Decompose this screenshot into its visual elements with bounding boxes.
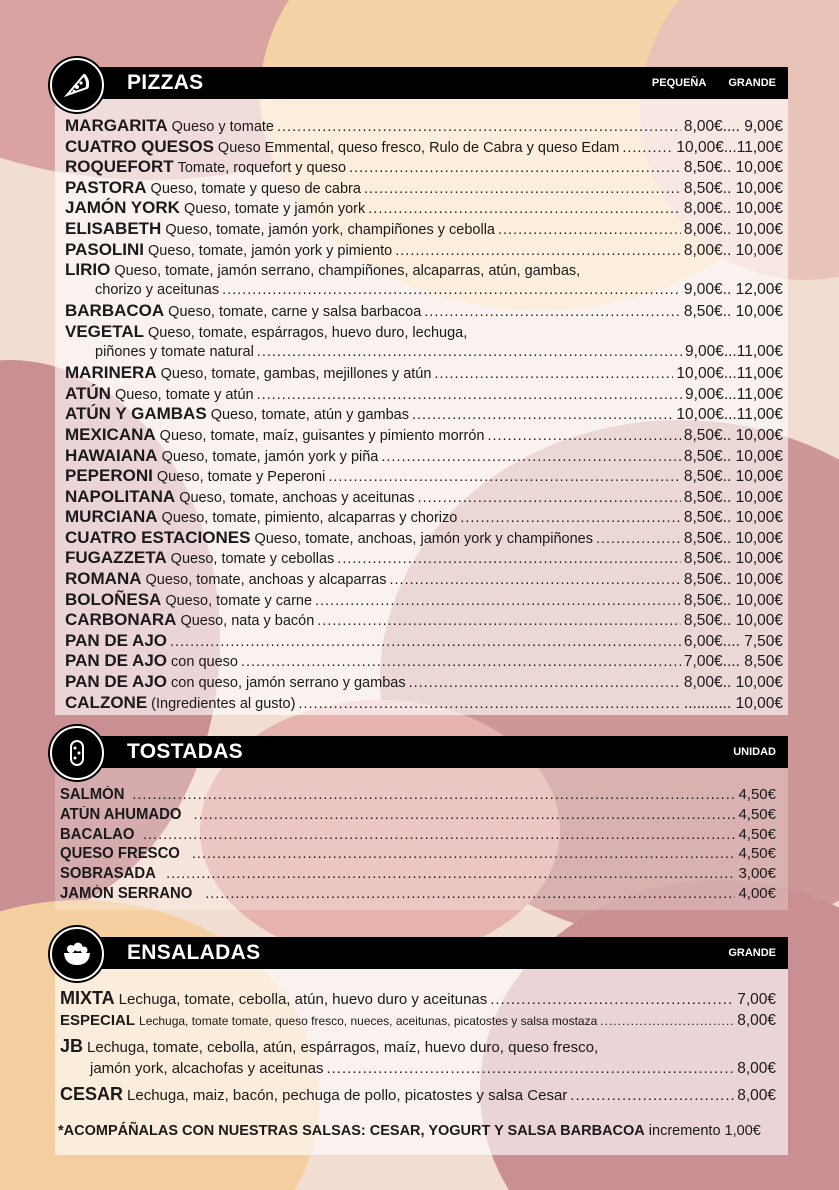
item-name: HAWAIANA (65, 445, 158, 465)
item-description: Queso y tomate (171, 119, 274, 135)
leader-dots (622, 140, 673, 156)
salad-bowl-icon (50, 927, 104, 981)
pizzas-item (65, 343, 783, 364)
item-name: CALZONE (65, 692, 148, 712)
item-name: MARGARITA (65, 116, 168, 135)
leader-dots (132, 787, 735, 803)
pizzas-item (65, 610, 783, 631)
tostadas-item (60, 806, 776, 826)
item-name: MURCIANA (65, 507, 158, 527)
item-description: Queso, tomate y queso de cabra (150, 180, 361, 197)
item-name: ROMANA (65, 569, 142, 589)
pizzas-item (65, 363, 783, 384)
pizzas-item (65, 137, 783, 158)
item-name: JB (60, 1036, 84, 1056)
leader-dots (424, 304, 681, 320)
item-description: Lechuga, tomate, cebolla, atún, huevo duro y aceitunas (118, 991, 488, 1008)
item-price: 9,00€...11,00€ (685, 385, 783, 403)
leader-dots (315, 593, 681, 609)
item-name: JAMÓN SERRANO (60, 884, 193, 902)
item-price: 8,00€ (737, 1012, 776, 1029)
item-price: 8,50€.. 10,00€ (683, 612, 783, 630)
item-price: 8,50€.. 10,00€ (683, 426, 783, 444)
item-description: chorizo y aceitunas (95, 281, 220, 298)
leader-dots (298, 696, 680, 712)
leader-dots (192, 846, 736, 862)
item-description: Queso, tomate y atún (114, 386, 254, 403)
item-price: 8,50€.. 10,00€ (683, 468, 783, 486)
item-price: 4,00€ (738, 884, 776, 902)
pizzas-item (65, 404, 783, 425)
item-name: PAN DE AJO (65, 672, 168, 692)
item-name: ATÚN AHUMADO (60, 805, 182, 823)
item-price: 7,00€ (737, 991, 776, 1008)
item-price: 8,00€.. 10,00€ (683, 200, 783, 218)
item-price: 7,00€.... 8,50€ (683, 653, 783, 671)
item-description: (Ingredientes al gusto) (151, 695, 296, 712)
ensaladas-item (60, 1060, 776, 1084)
leader-dots (222, 282, 681, 298)
item-description: Queso, tomate, pimiento, alcaparras y chorizo (161, 510, 458, 527)
item-price: 4,50€ (738, 805, 776, 823)
item-description: con queso (171, 654, 238, 671)
pizzas-item (65, 651, 783, 672)
ensaladas-item (60, 1036, 776, 1060)
item-description: jamón york, alcachofas y aceitunas (90, 1060, 324, 1077)
pizzas-item (65, 260, 783, 281)
leader-dots (596, 531, 681, 547)
tostadas-item (60, 845, 776, 865)
item-price: 8,50€.. 10,00€ (683, 509, 783, 527)
item-description: Queso, tomate, gambas, mejillones y atún (160, 366, 432, 383)
item-name: BOLOÑESA (65, 589, 162, 609)
leader-dots (381, 449, 681, 465)
leader-dots (412, 407, 673, 423)
item-price: 8,50€.. 10,00€ (683, 488, 783, 506)
item-price: 10,00€...11,00€ (676, 138, 783, 156)
item-description: Queso, tomate, atún y gambas (210, 407, 409, 424)
item-price: 10,00€...11,00€ (676, 365, 783, 383)
item-name: PAN DE AJO (65, 630, 168, 650)
leader-dots (337, 551, 681, 567)
leader-dots (205, 886, 735, 902)
pizzas-item (65, 116, 783, 137)
item-name: SOBRASADA (60, 865, 156, 883)
item-price: 8,50€.. 10,00€ (683, 550, 783, 568)
pizzas-header (55, 67, 788, 99)
item-description: piñones y tomate natural (95, 343, 254, 360)
sauces-note-bold: *ACOMPÁÑALAS CON NUESTRAS SALSAS: CESAR, YOGURT Y SALSA BARBACOA (58, 1123, 645, 1139)
pizzas-item (65, 178, 783, 199)
leader-dots (487, 428, 680, 444)
item-name: LIRIO (65, 260, 111, 280)
item-description: con queso, jamón serrano y gambas (171, 675, 406, 692)
ensaladas-header (55, 937, 788, 969)
item-description: Lechuga, tomate, cebolla, atún, espárragos, maíz, huevo duro, queso fresco, (87, 1039, 599, 1056)
tostadas-header (55, 736, 788, 768)
item-name: QUESO FRESCO (60, 845, 180, 863)
item-description: Queso, tomate, jamón york y pimiento (148, 242, 393, 259)
item-name: ATÚN (65, 383, 111, 403)
item-description: Queso, tomate y carne (165, 592, 313, 609)
item-price: 8,50€.. 10,00€ (683, 571, 783, 589)
ensaladas-list (60, 988, 776, 1108)
leader-dots (418, 490, 681, 506)
pizzas-col-small: PEQUEÑA (651, 77, 707, 89)
pizza-slice-icon (50, 58, 104, 112)
leader-dots (434, 366, 673, 382)
item-price: 8,50€.. 10,00€ (683, 303, 783, 321)
item-price: 8,50€.. 10,00€ (683, 179, 783, 197)
tostadas-item (60, 865, 776, 885)
ensaladas-item (60, 1012, 776, 1036)
item-name: MARINERA (65, 363, 157, 383)
item-description: Queso, tomate, jamón serrano, champiñones, alcaparras, atún, gambas, (114, 263, 581, 280)
item-price: 8,00€.. 10,00€ (683, 220, 783, 238)
item-description: Queso, tomate y cebollas (170, 551, 335, 568)
item-name: ESPECIAL (60, 1012, 136, 1029)
pizza-list (65, 116, 783, 713)
pizzas-item (65, 693, 783, 714)
pizzas-title: PIZZAS (127, 71, 204, 94)
pizzas-col-large: GRANDE (728, 77, 776, 89)
item-price: 8,50€.. 10,00€ (683, 159, 783, 177)
item-name: PEPERONI (65, 466, 153, 486)
leader-dots (364, 181, 681, 197)
item-name: PASTORA (65, 177, 147, 197)
item-price: 10,00€...11,00€ (676, 406, 783, 424)
leader-dots (490, 991, 734, 1008)
pizzas-item (65, 466, 783, 487)
item-description: Queso, tomate, jamón york y piña (161, 448, 379, 465)
pizzas-item (65, 281, 783, 302)
item-description: Queso, tomate y jamón york (183, 201, 366, 218)
item-price: 6,00€.... 7,50€ (683, 632, 783, 650)
item-name: CUATRO ESTACIONES (65, 527, 251, 547)
item-name: BARBACOA (65, 301, 165, 321)
item-price: 4,50€ (738, 786, 776, 803)
item-name: MIXTA (60, 988, 115, 1008)
item-price: 8,00€.. 10,00€ (683, 674, 783, 692)
item-description: Tomate, roquefort y queso (177, 160, 347, 177)
item-price: 9,00€...11,00€ (685, 342, 783, 360)
item-description: Queso, tomate, carne y salsa barbacoa (168, 304, 422, 321)
tostadas-item (60, 885, 776, 905)
leader-dots (349, 160, 681, 176)
item-description: Queso, tomate, jamón york, champiñones y cebolla (165, 221, 495, 238)
pizzas-item (65, 569, 783, 590)
leader-dots (143, 827, 735, 843)
leader-dots (460, 510, 681, 526)
pizzas-item (65, 301, 783, 322)
leader-dots (257, 344, 682, 360)
tostadas-item (60, 826, 776, 846)
item-price: 3,00€ (738, 865, 776, 883)
item-price: 4,50€ (738, 825, 776, 843)
item-description: Queso, tomate, anchoas y alcaparras (145, 572, 387, 589)
tostadas-col: UNIDAD (733, 746, 776, 758)
pizzas-item (65, 631, 783, 652)
item-name: CUATRO QUESOS (65, 136, 214, 156)
item-name: VEGETAL (65, 321, 145, 341)
item-name: CARBONARA (65, 610, 177, 630)
pizzas-item (65, 240, 783, 261)
leader-dots (317, 613, 681, 629)
item-name: BACALAO (60, 825, 135, 843)
toast-icon (50, 726, 104, 780)
item-description: Lechuga, maiz, bacón, pechuga de pollo, picatostes y salsa Cesar (127, 1087, 568, 1104)
sauces-note (58, 1123, 798, 1139)
leader-dots (257, 387, 682, 403)
pizzas-item (65, 487, 783, 508)
item-description: Queso, tomate, espárragos, huevo duro, lechuga, (148, 324, 468, 341)
item-price: 9,00€.. 12,00€ (683, 280, 783, 298)
ensaladas-title: ENSALADAS (127, 941, 261, 964)
item-description: Queso, tomate, maíz, guisantes y pimiento morrón (159, 427, 485, 444)
pizzas-item (65, 219, 783, 240)
item-description: Queso, nata y bacón (180, 613, 315, 630)
item-name: ATÚN Y GAMBAS (65, 404, 207, 424)
item-name: FUGAZZETA (65, 548, 167, 568)
leader-dots (170, 634, 681, 650)
item-description: Queso, tomate, anchoas y aceitunas (179, 489, 415, 506)
item-name: ELISABETH (65, 218, 162, 238)
ensaladas-item (60, 988, 776, 1012)
leader-dots (600, 1014, 734, 1028)
pizzas-item (65, 672, 783, 693)
tostadas-list (60, 786, 776, 905)
item-price: 8,00€.... 9,00€ (683, 118, 783, 135)
pizzas-item (65, 322, 783, 343)
tostadas-title: TOSTADAS (127, 740, 243, 763)
item-name: NAPOLITANA (65, 486, 176, 506)
pizzas-item (65, 446, 783, 467)
leader-dots (166, 866, 735, 882)
item-name: JAMÓN YORK (65, 198, 180, 218)
pizzas-item (65, 507, 783, 528)
ensaladas-item (60, 1084, 776, 1108)
leader-dots (570, 1087, 734, 1104)
leader-dots (395, 243, 681, 259)
item-name: CESAR (60, 1084, 124, 1104)
leader-dots (409, 675, 681, 691)
leader-dots (368, 201, 681, 217)
pizzas-item (65, 548, 783, 569)
item-description: Queso, tomate, anchoas, jamón york y champiñones (254, 530, 593, 547)
item-price: 8,50€.. 10,00€ (683, 591, 783, 609)
item-description: Queso, tomate y Peperoni (156, 469, 326, 486)
item-price: 8,00€.. 10,00€ (683, 241, 783, 259)
tostadas-item (60, 786, 776, 806)
leader-dots (498, 222, 681, 238)
pizzas-item (65, 198, 783, 219)
leader-dots (241, 654, 681, 670)
item-name: PASOLINI (65, 239, 145, 259)
leader-dots (277, 119, 681, 135)
leader-dots (390, 572, 681, 588)
item-description: Queso Emmental, queso fresco, Rulo de Cabra y queso Edam (217, 139, 620, 156)
pizzas-item (65, 528, 783, 549)
item-price: 8,00€ (737, 1087, 776, 1104)
item-description: Lechuga, tomate tomate, queso fresco, nueces, aceitunas, picatostes y salsa mostaza (139, 1014, 598, 1028)
item-price: 8,00€ (737, 1060, 776, 1077)
item-price: 4,50€ (738, 845, 776, 863)
pizzas-item (65, 425, 783, 446)
leader-dots (194, 807, 736, 823)
item-name: PAN DE AJO (65, 651, 168, 671)
item-name: MEXICANA (65, 424, 156, 444)
leader-dots (326, 1060, 734, 1077)
leader-dots (328, 469, 681, 485)
pizzas-item (65, 590, 783, 611)
sauces-note-rest: incremento 1,00€ (644, 1123, 761, 1139)
item-price: 8,50€.. 10,00€ (683, 529, 783, 547)
ensaladas-col: GRANDE (728, 947, 776, 959)
pizzas-item (65, 384, 783, 405)
item-name: ROQUEFORT (65, 157, 174, 177)
pizzas-item (65, 157, 783, 178)
item-price: ........... 10,00€ (683, 694, 783, 712)
item-name: SALMÓN (60, 786, 125, 803)
item-price: 8,50€.. 10,00€ (683, 447, 783, 465)
